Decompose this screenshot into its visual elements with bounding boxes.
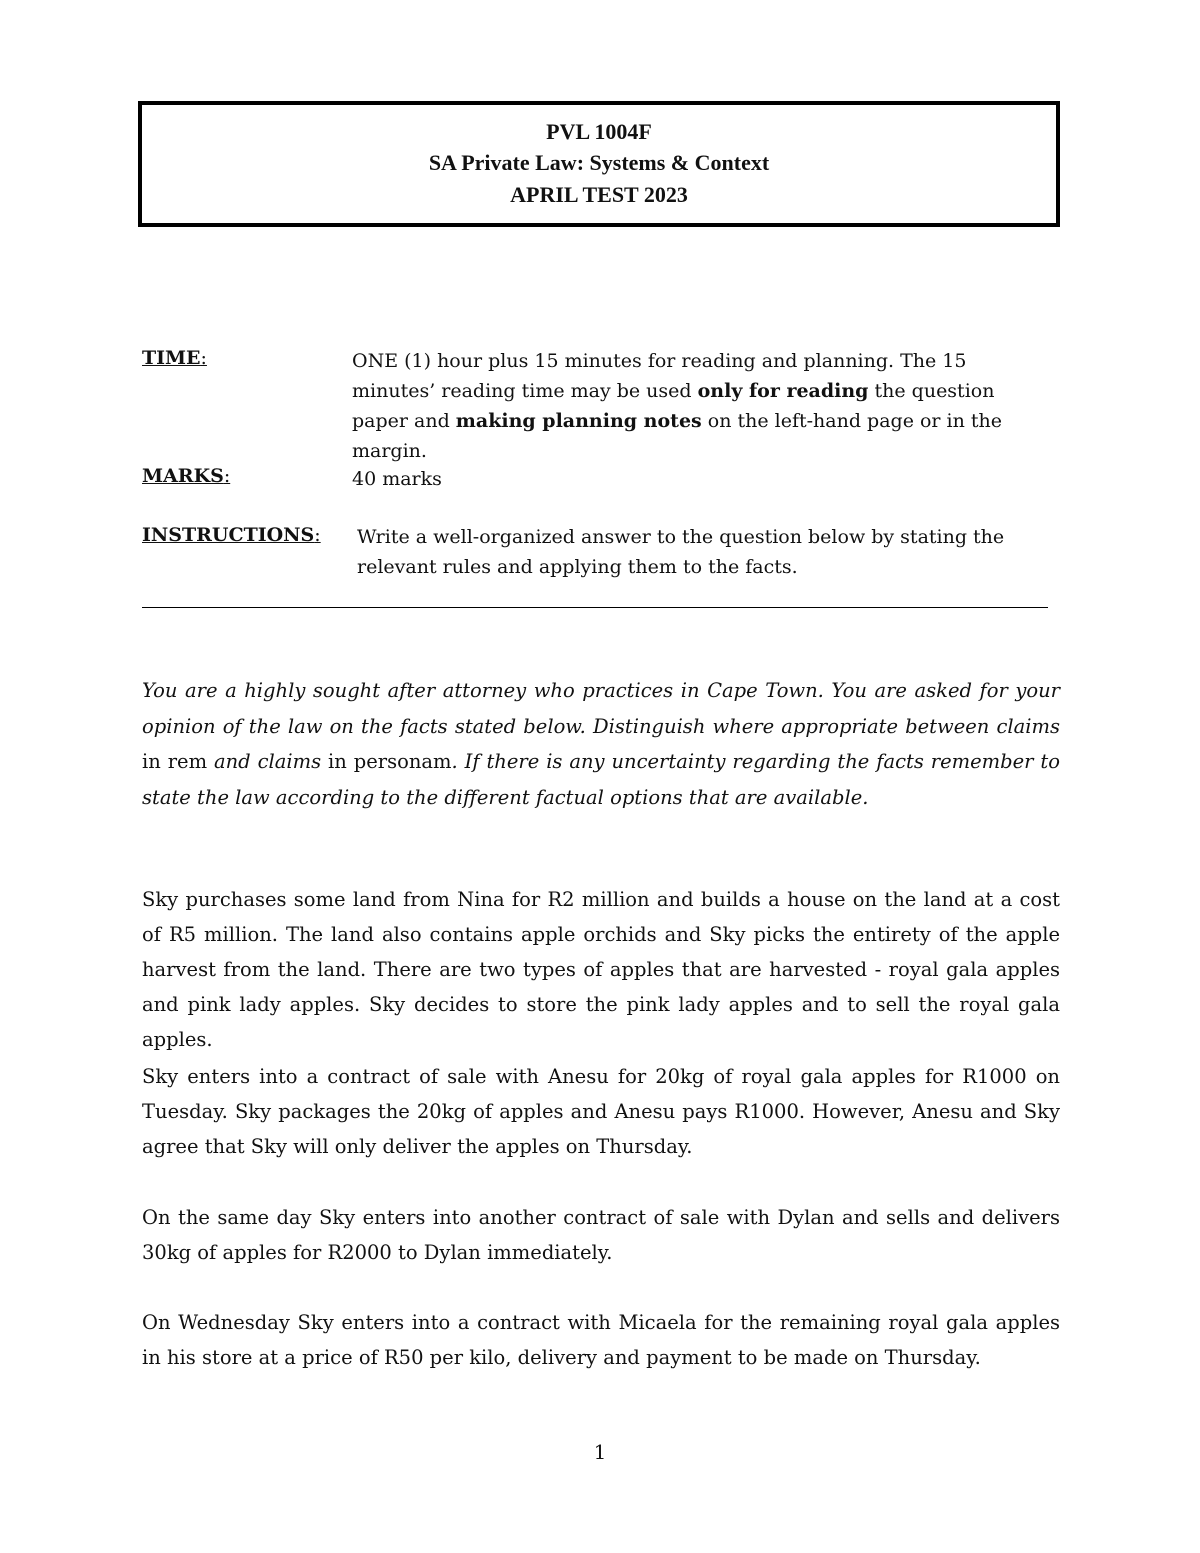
- intro-paragraph: You are a highly sought after attorney who practices in Cape Town. You are asked for your opinion of the law on the facts stated below. Distinguish where appropriate between claims in rem and claims in personam. If there is any uncertainty regarding the facts remember to state the law according to the different factual options that are available.: [142, 679, 1060, 809]
- facts-paragraph-1: Sky purchases some land from Nina for R2 million and builds a house on the land at a cost of R5 million. The land also contains apple orchids and Sky picks the entirety of the apple harvest from the land. There are two types of apples that are harvested - royal gala apples and pink lady apples. Sky decides to store the pink lady apples and to sell the royal gala apples.: [142, 888, 1060, 1051]
- instructions-line-2: relevant rules and applying them to the facts.: [357, 556, 798, 578]
- instructions-line-1: Write a well-organized answer to the question below by stating the: [357, 526, 1005, 548]
- time-line-2: minutes’ reading time may be used only for reading the question: [352, 380, 995, 402]
- time-line-1: ONE (1) hour plus 15 minutes for reading and planning. The 15: [352, 350, 967, 372]
- course-name: SA Private Law: Systems & Context: [428, 150, 770, 175]
- test-name: APRIL TEST 2023: [510, 182, 688, 207]
- time-line-3: paper and making planning notes on the left-hand page or in the margin.: [352, 410, 1003, 462]
- course-code: PVL 1004F: [546, 119, 652, 144]
- instructions-value: [357, 522, 1057, 582]
- time-value: [352, 346, 1072, 466]
- time-label: TIME:: [142, 347, 207, 369]
- title-box: [138, 101, 1060, 227]
- instructions-label: INSTRUCTIONS:: [142, 524, 321, 546]
- marks-value: 40 marks: [352, 468, 442, 490]
- marks-label: MARKS:: [142, 465, 231, 487]
- horizontal-divider: [142, 607, 1048, 608]
- page-number: 1: [593, 1440, 607, 1464]
- facts-paragraph-4: On Wednesday Sky enters into a contract with Micaela for the remaining royal gala apples in his store at a price of R50 per kilo, delivery and payment to be made on Thursday.: [142, 1311, 1060, 1369]
- facts-paragraph-3: On the same day Sky enters into another contract of sale with Dylan and sells and delivers 30kg of apples for R2000 to Dylan immediately.: [142, 1206, 1060, 1264]
- facts-paragraph-2: Sky enters into a contract of sale with Anesu for 20kg of royal gala apples for R1000 on Tuesday. Sky packages the 20kg of apples and Anesu pays R1000. However, Anesu and Sky agree that Sky will only deliver the apples on Thursday.: [142, 1065, 1060, 1158]
